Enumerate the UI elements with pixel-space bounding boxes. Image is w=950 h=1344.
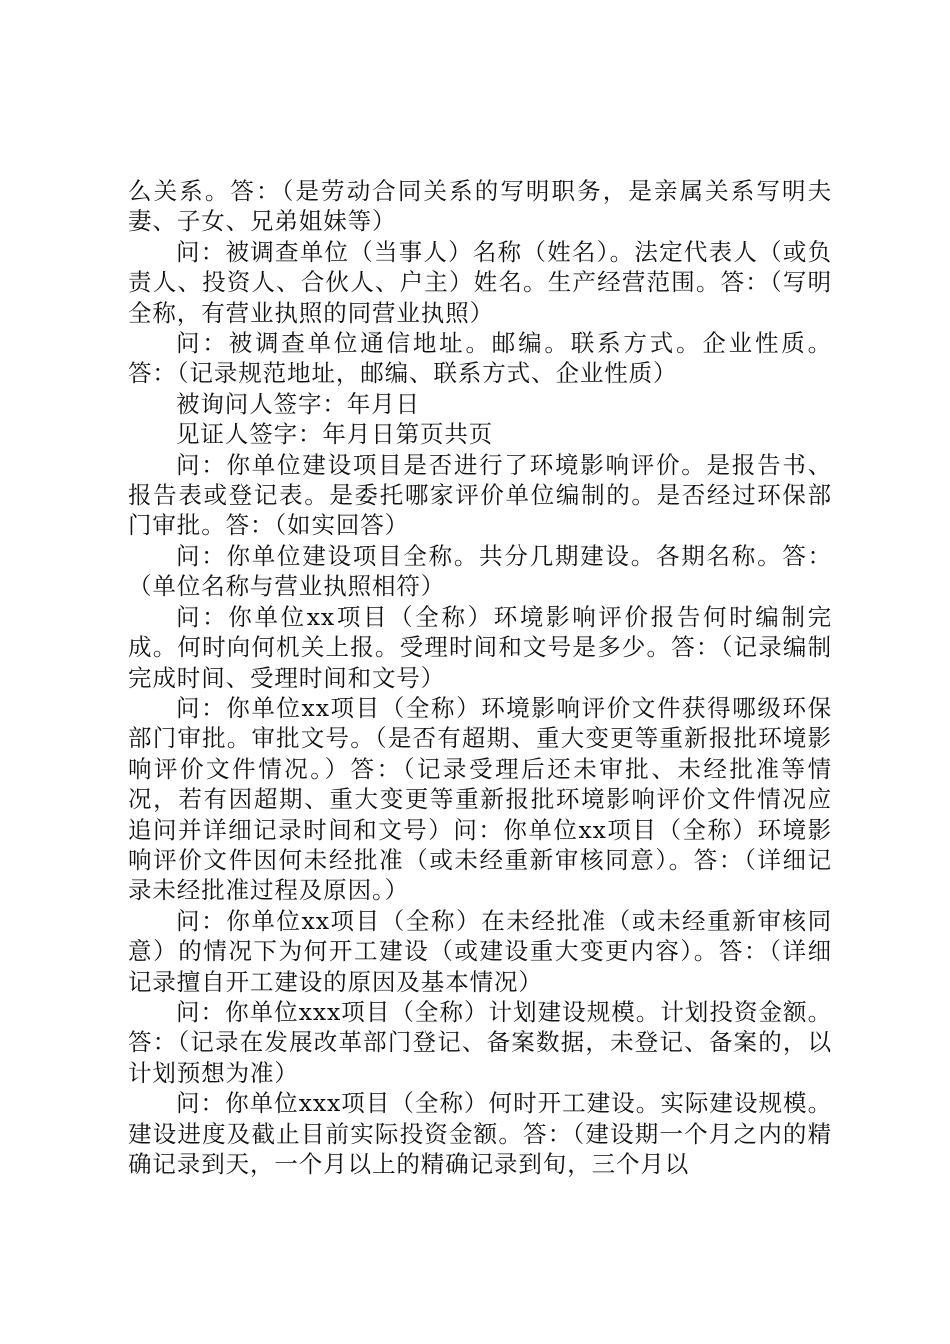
paragraph-3: 问：被调查单位通信地址。邮编。联系方式。企业性质。答：（记录规范地址，邮编、联系方式、企业性质） — [128, 329, 832, 388]
paragraph-4: 被询问人签字：年月日 — [176, 389, 420, 418]
paragraph-12: 问：你单位xxx项目（全称）何时开工建设。实际建设规模。建设进度及截止目前实际投资金额。答：（建设期一个月之内的精确记录到天，一个月以上的精确记录到旬，三个月以 — [128, 1089, 832, 1178]
paragraph-5: 见证人签字：年月日第页共页 — [176, 420, 494, 449]
paragraph-11: 问：你单位xxx项目（全称）计划建设规模。计划投资金额。答：（记录在发展改革部门登记、备案数据，未登记、备案的，以计划预想为准） — [128, 997, 832, 1087]
paragraph-10: 问：你单位xx项目（全称）在未经批准（或未经重新审核同意）的情况下为何开工建设（或建设重大变更内容）。答：（详细记录擅自开工建设的原因及基本情况） — [128, 906, 832, 996]
paragraph-6: 问：你单位建设项目是否进行了环境影响评价。是报告书、报告表或登记表。是委托哪家评价单位编制的。是否经过环保部门审批。答：（如实回答） — [128, 450, 832, 540]
document-page — [128, 176, 832, 1179]
paragraph-2: 问：被调查单位（当事人）名称（姓名）。法定代表人（或负责人、投资人、合伙人、户主）姓名。生产经营范围。答：（写明全称，有营业执照的同营业执照） — [128, 237, 832, 327]
paragraph-1: 么关系。答：（是劳动合同关系的写明职务，是亲属关系写明夫妻、子女、兄弟姐妹等） — [128, 177, 832, 236]
paragraph-9: 问：你单位xx项目（全称）环境影响评价文件获得哪级环保部门审批。审批文号。（是否有超期、重大变更等重新报批环境影响评价文件情况。）答：（记录受理后还未审批、未经批准等情况，若有因超期、重大变更等重新报批环境影响评价文件情况应追问并详细记录时间和文号）问：你单位xx项目（全称）环境影响评价文件因何未经批准（或未经重新审核同意）。答：（详细记录未经批准过程及原因。） — [128, 693, 832, 905]
paragraph-8: 问：你单位xx项目（全称）环境影响评价报告何时编制完成。何时向何机关上报。受理时间和文号是多少。答：（记录编制完成时间、受理时间和文号） — [128, 602, 832, 692]
paragraph-7: 问：你单位建设项目全称。共分几期建设。各期名称。答：（单位名称与营业执照相符） — [128, 541, 832, 601]
